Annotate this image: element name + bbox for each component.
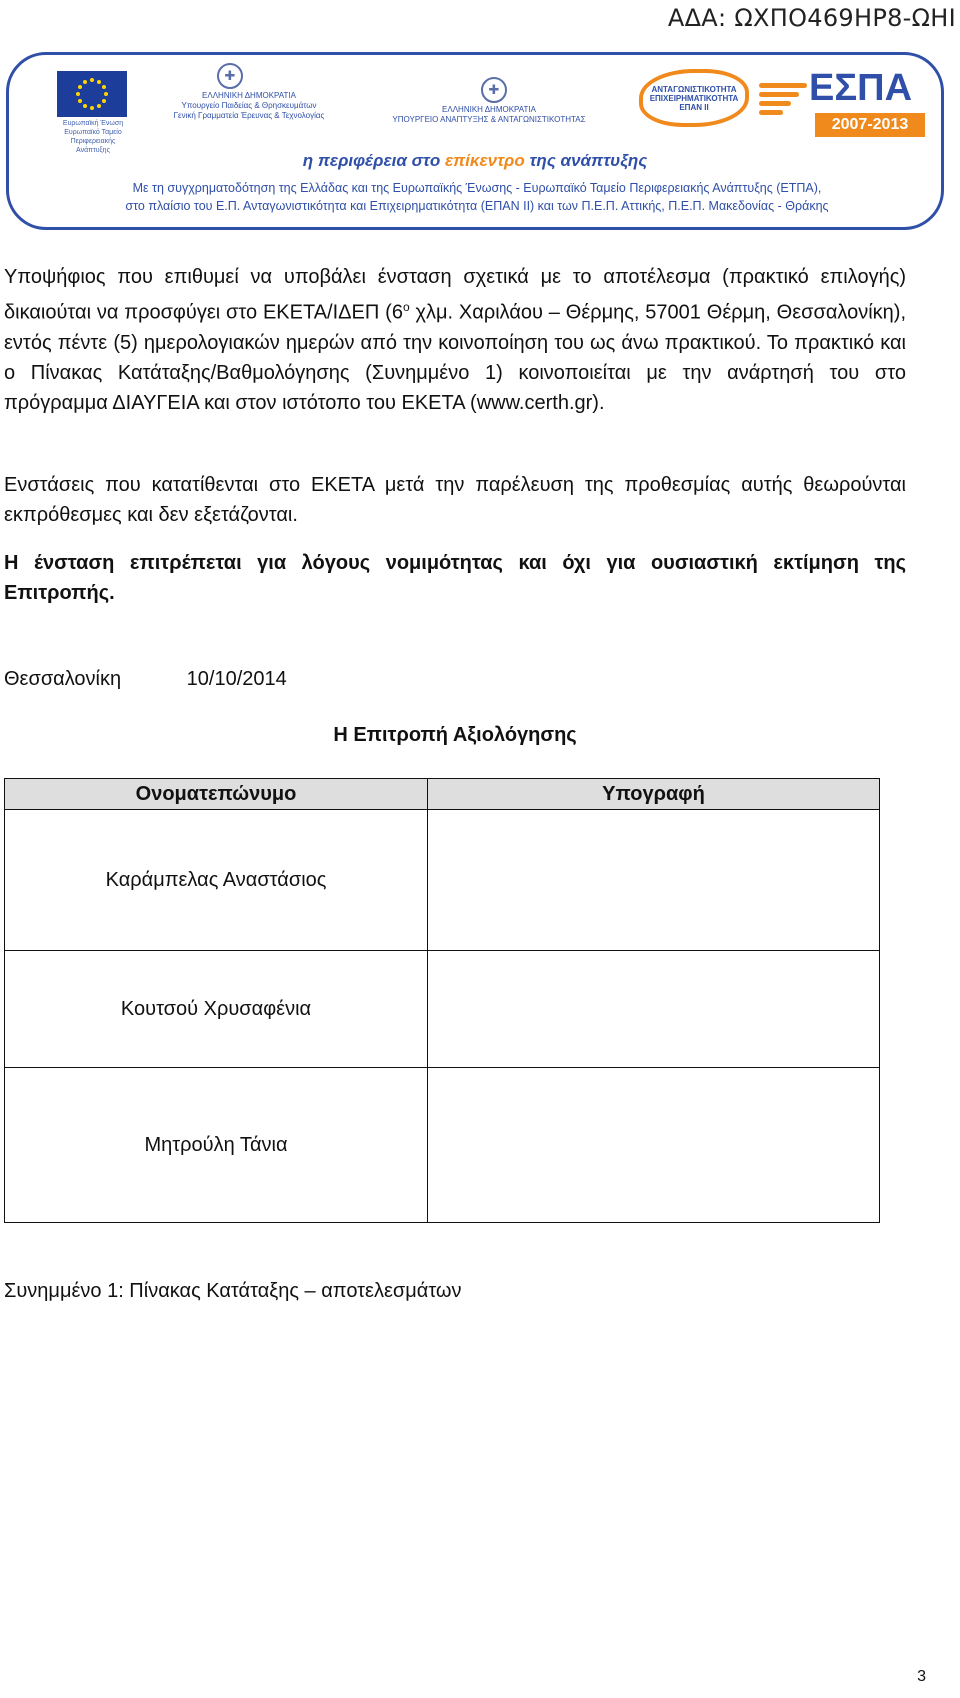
name-column-header: Ονοματεπώνυμο (5, 779, 428, 810)
objection-paragraph (4, 262, 906, 418)
signature-table (4, 778, 880, 1223)
signature-cell (428, 951, 880, 1068)
committee-heading: Η Επιτροπή Αξιολόγησης (333, 724, 577, 746)
epan-logo: ΑΝΤΑΓΩΝΙΣΤΙΚΟΤΗΤΑ ΕΠΙΧΕΙΡΗΜΑΤΙΚΟΤΗΤΑ ΕΠΑΝ ΙΙ (639, 69, 749, 127)
signature-cell (428, 1068, 880, 1223)
date-text: 10/10/2014 (186, 668, 287, 690)
signature-cell (428, 810, 880, 951)
member-name: Κουτσού Χρυσαφένια (5, 951, 428, 1068)
objection-text-a: Υποψήφιος που επιθυμεί να υποβάλει ένσταση σχετικά με το αποτέλεσμα (πρακτικό επιλογής) δικαιούται να προσφύγει στο ΕΚΕΤΑ/ΙΔΕΠ (6 (4, 266, 906, 324)
attachment-note: Συνημμένο 1: Πίνακας Κατάταξης – αποτελεσμάτων (4, 1280, 462, 1302)
espa-logo-years: 2007-2013 (815, 113, 925, 137)
eu-flag-logo (57, 71, 127, 117)
table-row (5, 1068, 880, 1223)
member-name: Μητρούλη Τάνια (5, 1068, 428, 1223)
espa-logo-title: ΕΣΠΑ (809, 67, 913, 109)
deadline-paragraph: Ενστάσεις που κατατίθενται στο ΕΚΕΤΑ μετά την παρέλευση της προθεσμίας αυτής θεωρούνται εκπρόθεσμες και δεν εξετάζονται. (4, 474, 906, 526)
funding-line-1: Με τη συγχρηματοδότηση της Ελλάδας και της Ευρωπαϊκής Ένωσης - Ευρωπαϊκό Ταμείο Περιφερειακής Ανάπτυξης (ΕΤΠΑ), (132, 181, 822, 195)
espa-stripes-icon (759, 83, 807, 119)
greek-emblem-icon: ✚ (481, 77, 507, 103)
objection-text-b: χλμ. Χαριλάου – Θέρμης, 57001 Θέρμη, Θεσσαλονίκη), εντός πέντε (5) ημερολογιακών ημερών από την κοινοποίηση του ως άνω πρακτικού. Το πρακτικό και ο Πίνακας Κατάταξης/Βαθμολόγησης (Συνημμένο 1) κοινοποιείται με την ανάρτησή του στο πρόγραμμα ΔΙΑΥΓΕΙΑ και στον ιστότοπο του ΕΚΕΤΑ (www.certh.gr). (4, 301, 906, 414)
legality-paragraph: Η ένσταση επιτρέπεται για λόγους νομιμότητας και όχι για ουσιαστική εκτίμηση της Επιτροπής. (4, 552, 906, 604)
ministry-education-text: ΕΛΛΗΝΙΚΗ ΔΗΜΟΚΡΑΤΙΑ Υπουργείο Παιδείας & Θρησκευμάτων Γενική Γραμματεία Έρευνας & Τεχνολογίας (173, 91, 325, 120)
ministry-development-text: ΕΛΛΗΝΙΚΗ ΔΗΜΟΚΡΑΤΙΑ ΥΠΟΥΡΓΕΙΟ ΑΝΑΠΤΥΞΗΣ & ΑΝΤΑΓΩΝΙΣΤΙΚΟΤΗΤΑΣ (392, 105, 586, 124)
tagline-highlight: επίκεντρο (444, 151, 525, 170)
greek-emblem-icon: ✚ (217, 63, 243, 89)
member-name: Καράμπελας Αναστάσιος (5, 810, 428, 951)
eu-caption: Ευρωπαϊκή Ένωση Ευρωπαϊκό Ταμείο Περιφερειακής Ανάπτυξης (62, 120, 124, 154)
banner-tagline (9, 151, 941, 171)
eu-stars-icon (69, 74, 115, 114)
funding-line-2: στο πλαίσιο του Ε.Π. Ανταγωνιστικότητα και Επιχειρηματικότητα (ΕΠΑΝ ΙΙ) και των Π.Ε.Π. Αττικής, Π.Ε.Π. Μακεδονίας - Θράκης (125, 199, 829, 213)
table-header-row (5, 779, 880, 810)
funding-banner (6, 52, 944, 230)
signature-column-header: Υπογραφή (428, 779, 880, 810)
ordinal-superscript: ο (402, 300, 410, 314)
table-row (5, 951, 880, 1068)
page-number: 3 (917, 1668, 926, 1685)
place-text: Θεσσαλονίκη (4, 668, 122, 690)
funding-statement (29, 179, 925, 215)
place-date-line (4, 668, 287, 691)
table-row (5, 810, 880, 951)
tagline-post: της ανάπτυξης (524, 151, 648, 170)
tagline-pre: η περιφέρεια στο (302, 151, 445, 170)
ada-code: ΑΔΑ: ΩΧΠΟ469ΗΡ8-ΩΗΙ (667, 4, 956, 32)
